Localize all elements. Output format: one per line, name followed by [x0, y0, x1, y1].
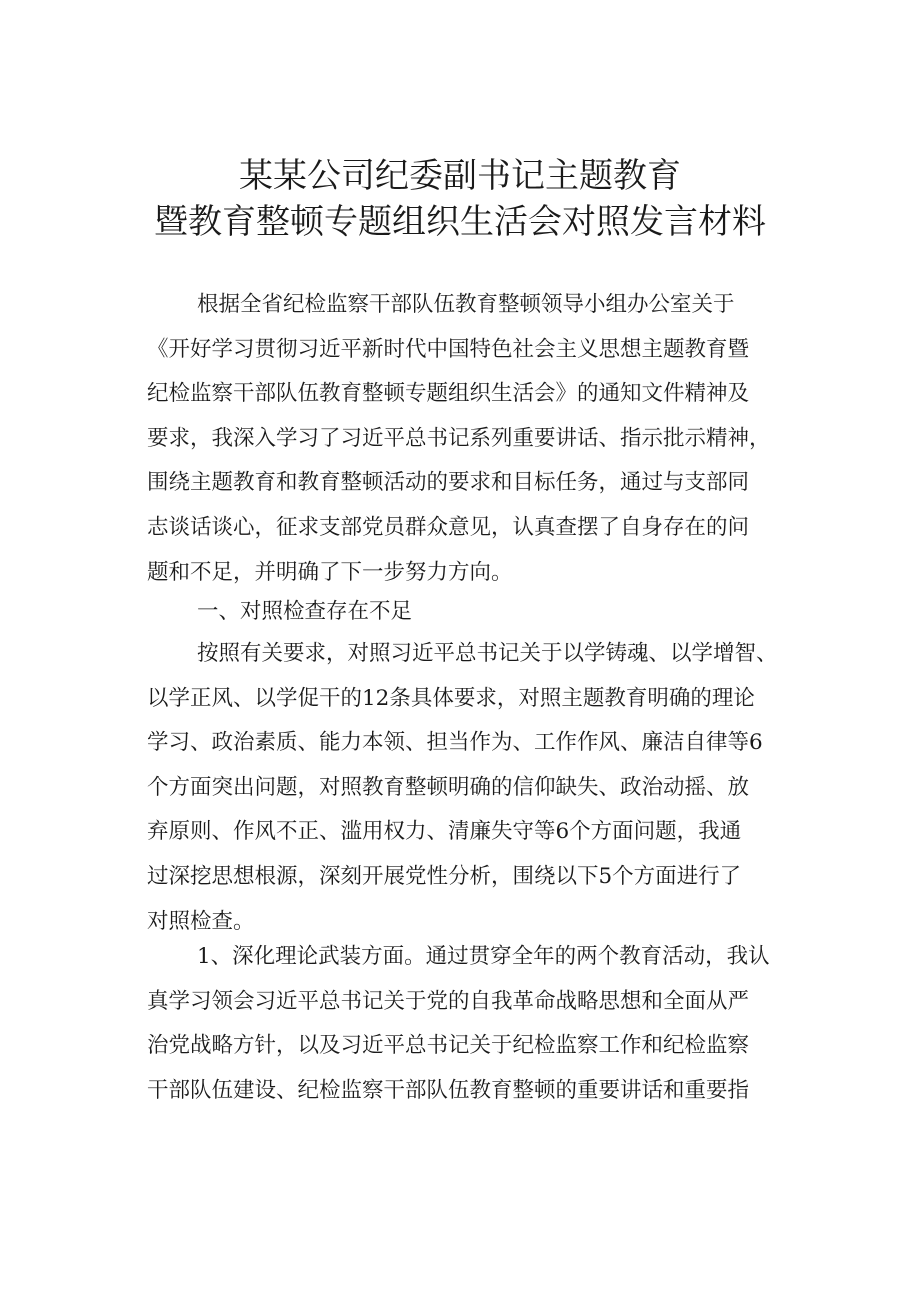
intro-line: 围绕主题教育和教育整顿活动的要求和目标任务，通过与支部同 [147, 470, 750, 496]
intro-line: 《开好学习贯彻习近平新时代中国特色社会主义思想主题教育暨 [147, 336, 750, 362]
intro-line: 纪检监察干部队伍教育整顿专题组织生活会》的通知文件精神及 [147, 381, 750, 407]
item1-line: 治党战略方针，以及习近平总书记关于纪检监察工作和纪检监察 [147, 1033, 750, 1059]
section1-line: 按照有关要求，对照习近平总书记关于以学铸魂、以学增智、 [197, 641, 778, 666]
section1-line: 以学正风、以学促干的12条具体要求，对照主题教育明确的理论 [147, 685, 755, 711]
section1-paragraph [147, 632, 807, 944]
section1-line: 学习、政治素质、能力本领、担当作为、工作作风、廉洁自律等6 [147, 730, 763, 756]
intro-line: 根据全省纪检监察干部队伍教育整顿领导小组办公室关于 [197, 292, 735, 317]
item1-line: 真学习领会习近平总书记关于党的自我革命战略思想和全面从严 [147, 988, 750, 1014]
section1-line: 对照检查。 [147, 908, 255, 934]
section-heading: 一、对照检查存在不足 [197, 599, 413, 624]
section1-line: 个方面突出问题，对照教育整顿明确的信仰缺失、政治动摇、放 [147, 774, 750, 800]
document-title-line-2: 暨教育整顿专题组织生活会对照发言材料 [154, 202, 766, 242]
intro-line: 志谈话谈心，征求支部党员群众意见，认真查摆了自身存在的问 [147, 514, 750, 540]
item1-line: 1、深化理论武装方面。通过贯穿全年的两个教育活动，我认 [197, 944, 770, 969]
item1-paragraph [147, 935, 807, 1113]
section1-line: 过深挖思想根源，深刻开展党性分析，围绕以下5个方面进行了 [147, 863, 742, 889]
intro-line: 要求，我深入学习了习近平总书记系列重要讲话、指示批示精神， [147, 425, 771, 451]
document-title-line-1: 某某公司纪委副书记主题教育 [239, 156, 681, 196]
intro-paragraph [147, 283, 807, 595]
item1-line: 干部队伍建设、纪检监察干部队伍教育整顿的重要讲话和重要指 [147, 1077, 750, 1103]
intro-line: 题和不足，并明确了下一步努力方向。 [147, 559, 513, 585]
section1-line: 弃原则、作风不正、滥用权力、清廉失守等6个方面问题，我通 [147, 819, 742, 845]
